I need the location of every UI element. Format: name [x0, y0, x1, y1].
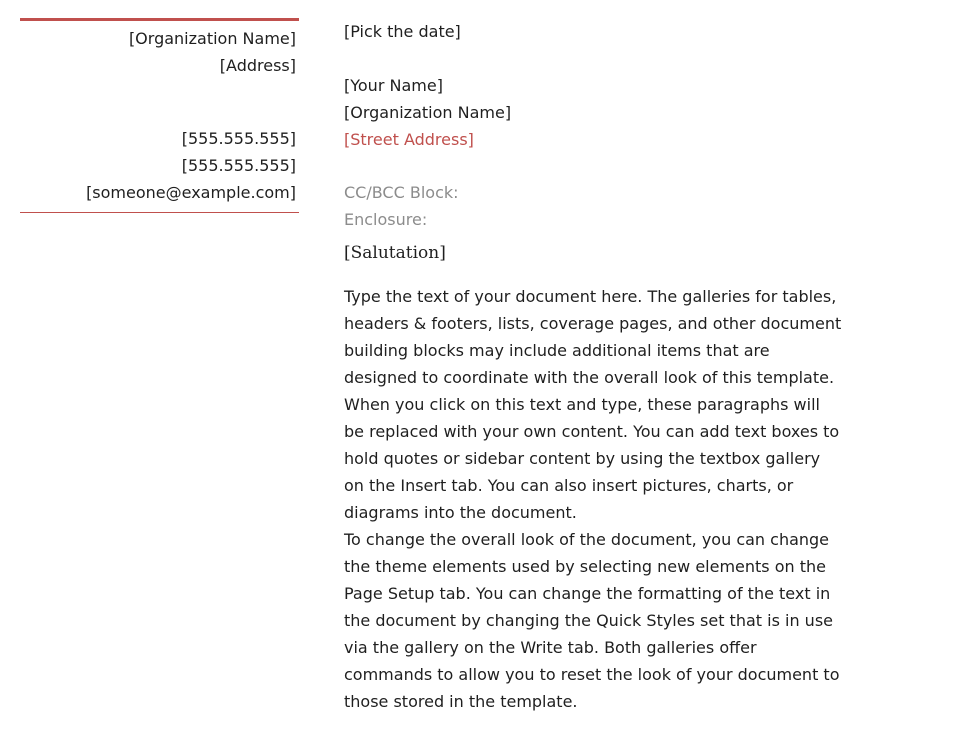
sender-organization-name[interactable]: [Organization Name]: [128, 29, 296, 48]
sender-phone[interactable]: [555.555.555]: [181, 129, 296, 148]
recipient-street-address[interactable]: [Street Address]: [344, 130, 474, 149]
date-field[interactable]: [Pick the date]: [344, 22, 461, 41]
recipient-name[interactable]: [Your Name]: [344, 76, 443, 95]
body-text[interactable]: [344, 283, 844, 715]
date-spacer: [344, 45, 844, 72]
sidebar-top-rule: [20, 18, 299, 21]
cc-bcc-block-label[interactable]: CC/BCC Block:: [344, 183, 459, 202]
sidebar-gap: [20, 79, 299, 125]
body-paragraph[interactable]: Type the text of your document here. The galleries for tables, headers & footers, lists, coverage pages, and other document building blocks may include additional items that are designed to coordinate with the overall look of this template.: [344, 287, 842, 387]
address-spacer: [344, 153, 844, 179]
sidebar-bottom-rule: [20, 212, 299, 213]
sender-address[interactable]: [Address]: [219, 56, 296, 75]
sender-email[interactable]: [someone@example.com]: [86, 183, 296, 202]
body-paragraph[interactable]: To change the overall look of the document, you can change the theme elements used by selecting new elements on the Page Setup tab. You can change the formatting of the text in the document by changing the Quick Styles set that is in use via the gallery on the Write tab. Both galleries offer commands to allow you to reset the look of your document to those stored in the template.: [344, 530, 840, 711]
sender-fax[interactable]: [555.555.555]: [181, 156, 296, 175]
salutation[interactable]: [Salutation]: [344, 243, 446, 263]
enclosure-label[interactable]: Enclosure:: [344, 210, 428, 229]
recipient-organization[interactable]: [Organization Name]: [344, 103, 512, 122]
letter-body: [344, 18, 844, 715]
sender-sidebar: [20, 18, 299, 213]
body-paragraph[interactable]: When you click on this text and type, these paragraphs will be replaced with your own content. You can add text boxes to hold quotes or sidebar content by using the textbox gallery on the Insert tab. You can also insert pictures, charts, or diagrams into the document.: [344, 395, 840, 522]
